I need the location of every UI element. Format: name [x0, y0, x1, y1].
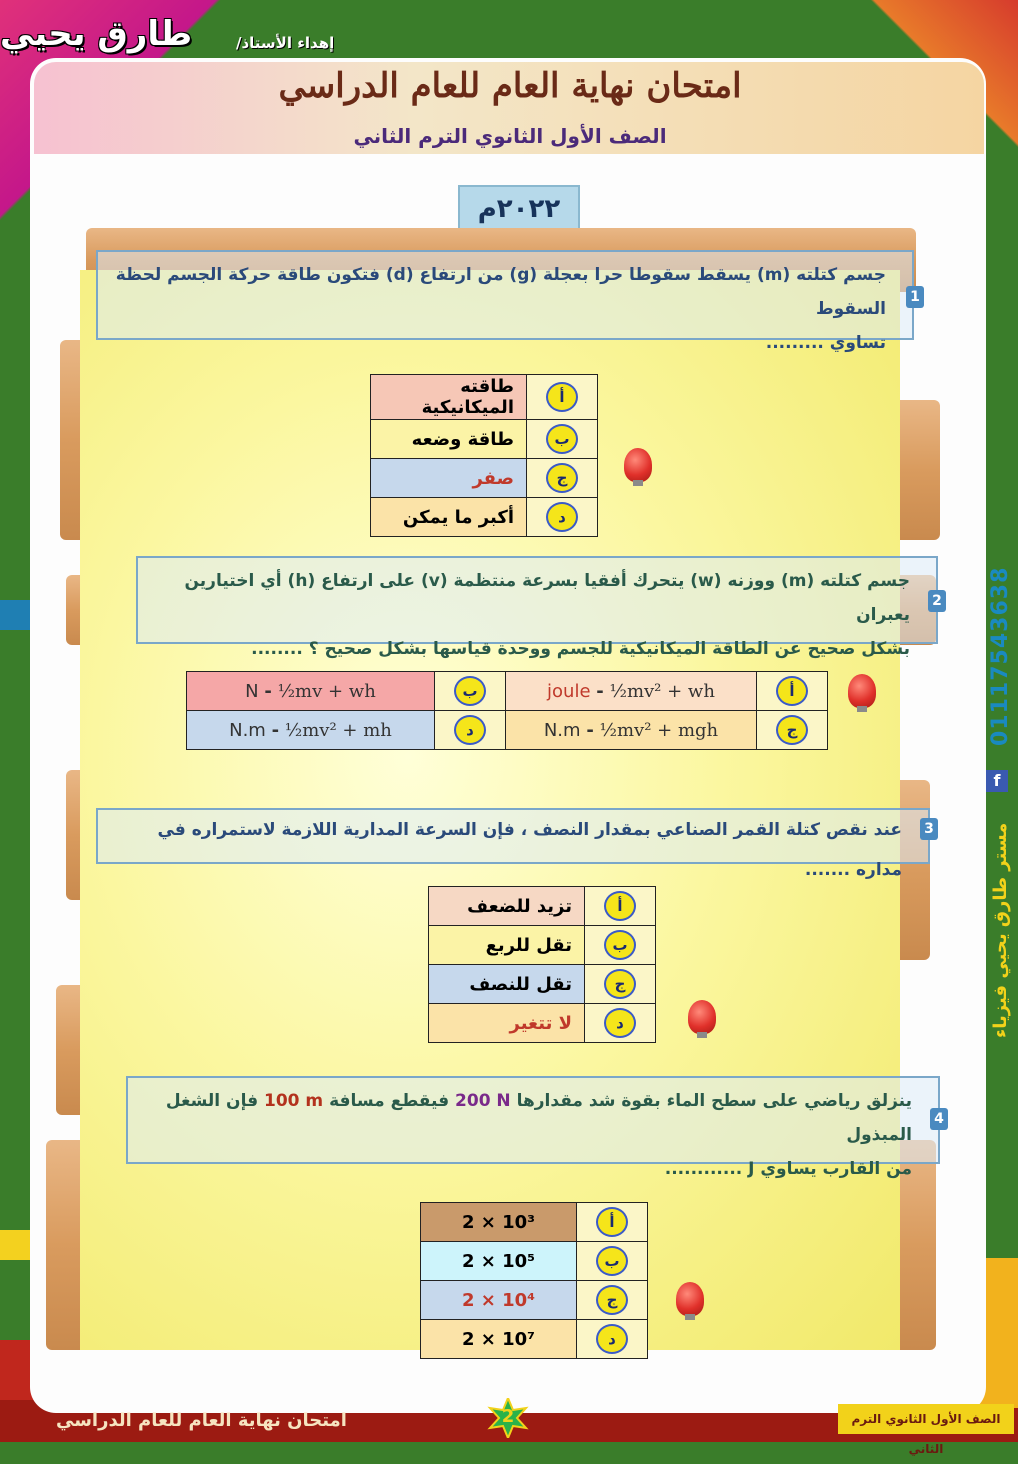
option-expression: ½mv + wh — [277, 680, 376, 702]
option-letter[interactable]: ب — [604, 930, 636, 960]
option-unit: N.m — [543, 719, 581, 741]
question-line: بشكل صحيح عن الطاقة الميكانيكية للجسم ووحدة قياسها بشكل صحيح ؟ ........ — [251, 639, 910, 659]
brand-logo-text: طارق يحيي — [0, 14, 193, 54]
option-letter[interactable]: د — [604, 1008, 636, 1038]
option-unit: N — [245, 680, 259, 702]
option-separator: - — [271, 719, 280, 741]
page-number: 2 — [501, 1406, 515, 1427]
question-line: عند نقص كتلة القمر الصناعي بمقدار النصف ، فإن السرعة المدارية اللازمة لاستمراره في مداره ....... — [157, 820, 902, 880]
option-text[interactable]: تقل للربع — [429, 926, 585, 965]
option-unit: joule — [547, 680, 591, 702]
option-row[interactable] — [371, 375, 598, 420]
question-3 — [96, 808, 934, 880]
question-line — [140, 1084, 912, 1152]
year-label: ٢٠٢٢م — [458, 185, 580, 234]
question-number: 4 — [930, 1108, 948, 1130]
options-table-q3 — [428, 886, 656, 1043]
lightbulb-icon — [848, 674, 876, 708]
option-unit: N.m — [229, 719, 266, 741]
option-expression: ½mv² + wh — [609, 680, 715, 702]
option-d-cell[interactable] — [187, 711, 435, 750]
option-text[interactable]: 2 × 10³ — [421, 1203, 577, 1242]
option-row[interactable] — [421, 1242, 648, 1281]
option-row[interactable] — [421, 1320, 648, 1359]
option-letter[interactable]: أ — [546, 382, 578, 412]
page-name: مستر طارق يحيي فيزياء — [990, 822, 1011, 1038]
question-text — [98, 810, 928, 890]
option-row[interactable] — [371, 420, 598, 459]
lightbulb-icon — [676, 1282, 704, 1316]
question-text-part: فيقطع مسافة — [329, 1091, 450, 1111]
option-a-cell[interactable] — [506, 672, 757, 711]
option-expression: ½mv² + mh — [284, 719, 392, 741]
option-separator: - — [596, 680, 604, 702]
option-text[interactable]: صفر — [371, 459, 527, 498]
option-text[interactable]: 2 × 10⁴ — [421, 1281, 577, 1320]
option-letter[interactable]: د — [546, 502, 578, 532]
side-decoration — [0, 600, 30, 630]
force-value: 200 N — [455, 1091, 511, 1111]
question-text — [98, 252, 912, 360]
distance-value: 100 m — [264, 1091, 324, 1111]
option-text[interactable]: تزيد للضعف — [429, 887, 585, 926]
page-subtitle: الصف الأول الثانوي الترم الثاني — [353, 124, 667, 148]
option-text[interactable]: 2 × 10⁷ — [421, 1320, 577, 1359]
page-title: امتحان نهاية العام للعام الدراسي — [278, 66, 742, 106]
option-separator: - — [264, 680, 272, 702]
question-number: 1 — [906, 286, 924, 308]
option-letter[interactable]: د — [454, 715, 486, 745]
question-line: جسم كتلته (m) يسقط سقوطا حرا بعجلة (g) من ارتفاع (d) فتكون طاقة حركة الجسم لحظة السقوط — [115, 265, 886, 319]
option-letter[interactable]: ج — [776, 715, 808, 745]
option-letter[interactable]: ب — [546, 424, 578, 454]
option-text[interactable]: أكبر ما يمكن — [371, 498, 527, 537]
option-letter[interactable]: ج — [546, 463, 578, 493]
question-text — [128, 1078, 938, 1186]
question-number: 3 — [920, 818, 938, 840]
side-phone — [978, 520, 1018, 750]
option-letter[interactable]: ج — [604, 969, 636, 999]
question-line: من القارب يساوي J ............ — [664, 1159, 912, 1179]
option-b-cell[interactable] — [187, 672, 435, 711]
side-page-name — [978, 770, 1018, 1040]
option-letter[interactable]: أ — [776, 676, 808, 706]
option-letter[interactable]: ب — [454, 676, 486, 706]
option-separator: - — [586, 719, 594, 741]
lightbulb-icon — [624, 448, 652, 482]
question-1 — [96, 250, 920, 353]
side-decoration — [0, 1230, 30, 1260]
option-text[interactable]: 2 × 10⁵ — [421, 1242, 577, 1281]
option-text[interactable]: لا تتغير — [429, 1004, 585, 1043]
question-line: تساوي ......... — [765, 333, 886, 353]
question-line: جسم كتلته (m) ووزنه (w) يتحرك أفقيا بسرعة منتظمة (v) على ارتفاع (h) أي اختيارين يعبران — [184, 571, 910, 625]
option-text[interactable]: تقل للنصف — [429, 965, 585, 1004]
phone-number: 01117543638 — [988, 566, 1013, 746]
question-text — [138, 558, 936, 666]
option-row[interactable] — [429, 1004, 656, 1043]
option-letter[interactable]: أ — [596, 1207, 628, 1237]
options-table-q2 — [186, 671, 828, 750]
option-letter[interactable]: أ — [604, 891, 636, 921]
option-text[interactable]: طاقته الميكانيكية — [371, 375, 527, 420]
dedication-label: إهداء الأستاذ/ — [236, 34, 335, 52]
page-number-badge — [486, 1398, 530, 1438]
option-letter[interactable]: د — [596, 1324, 628, 1354]
facebook-icon[interactable]: f — [986, 770, 1008, 792]
question-4 — [126, 1076, 944, 1179]
options-table-q1 — [370, 374, 598, 537]
question-text-part: ينزلق رياضي على سطح الماء بقوة شد مقدارها — [516, 1091, 912, 1111]
option-row[interactable] — [421, 1203, 648, 1242]
option-text[interactable]: طاقة وضعه — [371, 420, 527, 459]
option-letter[interactable]: ب — [596, 1246, 628, 1276]
option-row[interactable] — [429, 887, 656, 926]
lightbulb-icon — [688, 1000, 716, 1034]
option-c-cell[interactable] — [506, 711, 757, 750]
question-number: 2 — [928, 590, 946, 612]
option-row[interactable] — [429, 965, 656, 1004]
option-row[interactable] — [421, 1281, 648, 1320]
question-2 — [136, 556, 942, 659]
footer-title: امتحان نهاية العام للعام الدراسي — [56, 1410, 347, 1431]
option-expression: ½mv² + mgh — [599, 719, 719, 741]
option-row[interactable] — [429, 926, 656, 965]
question-text-part: فإن الشغل المبذول — [165, 1091, 912, 1145]
option-letter[interactable]: ج — [596, 1285, 628, 1315]
options-table-q4 — [420, 1202, 648, 1359]
option-row[interactable] — [371, 498, 598, 537]
option-row[interactable] — [371, 459, 598, 498]
footer-grade: الصف الأول الثانوي الترم الثاني — [838, 1404, 1014, 1434]
